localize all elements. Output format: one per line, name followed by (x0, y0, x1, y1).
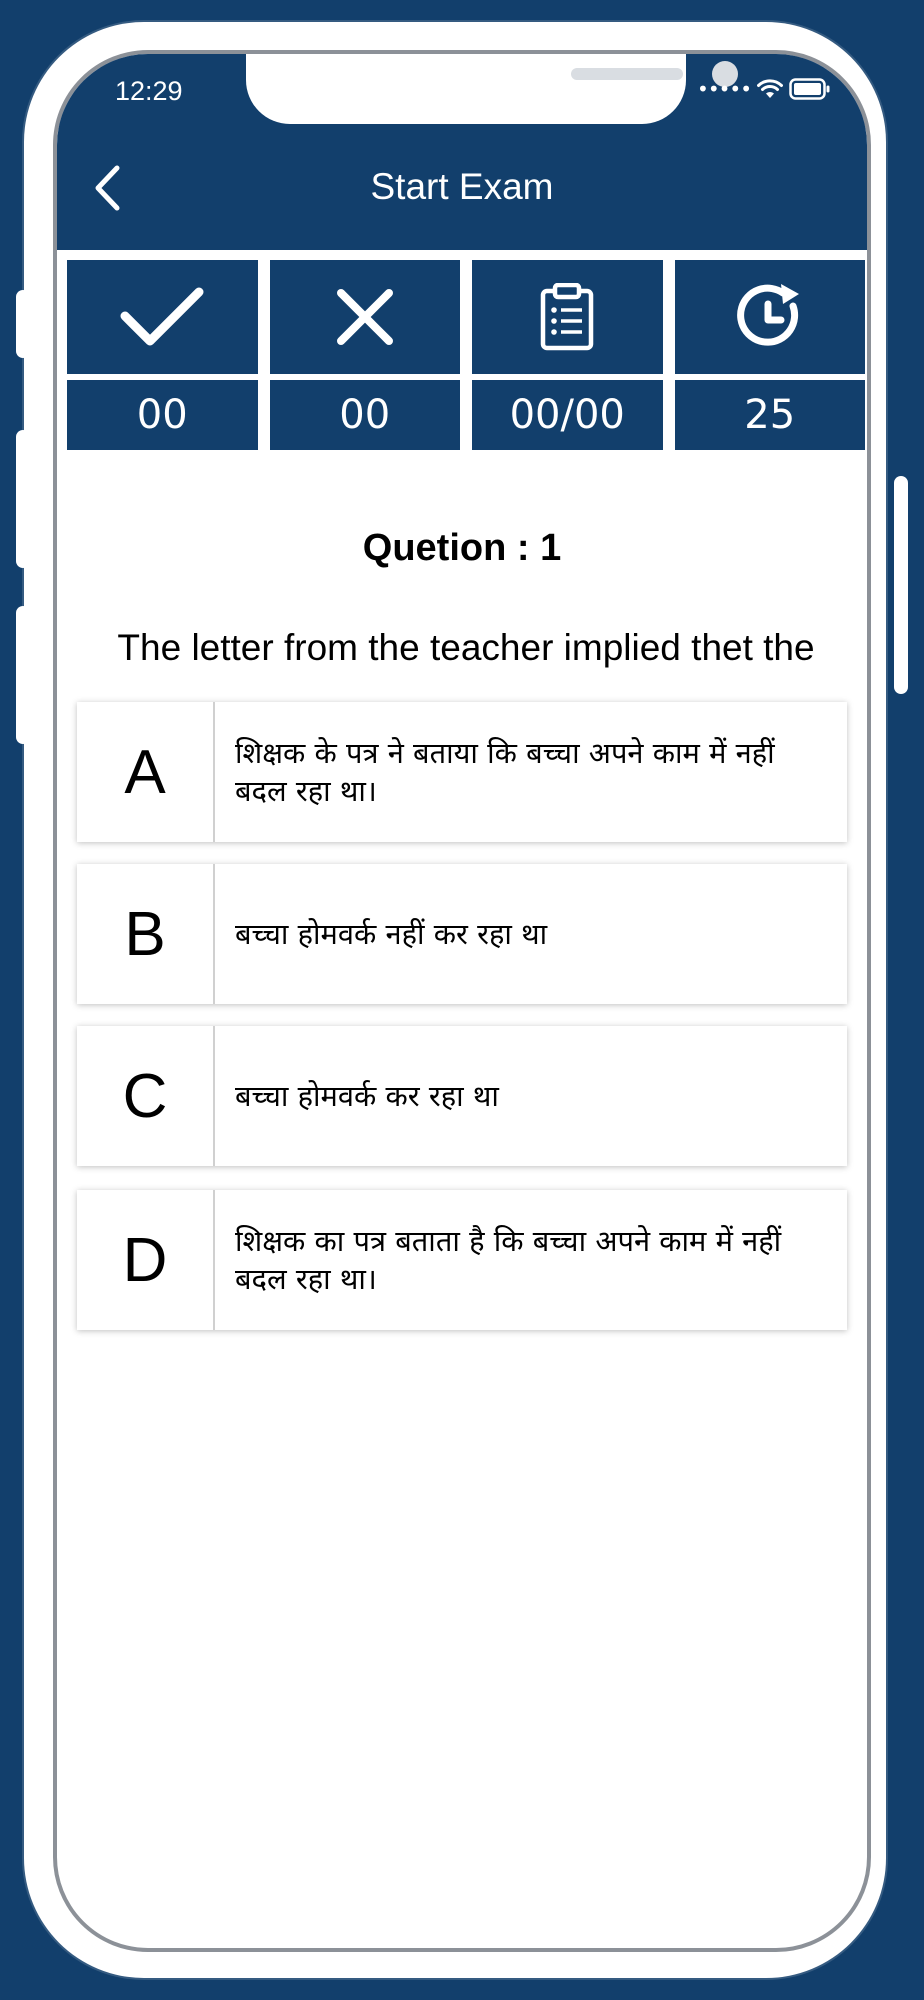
option-c[interactable] (77, 1026, 847, 1166)
option-text: शिक्षक का पत्र बताता है कि बच्चा अपने काम में नहीं बदल रहा था। (235, 1224, 782, 1296)
exam-stats (67, 260, 865, 450)
stat-wrong (270, 260, 461, 450)
phone-side-button-right (894, 476, 908, 694)
option-letter: D (77, 1190, 215, 1330)
option-b[interactable] (77, 864, 847, 1004)
option-d[interactable] (77, 1190, 847, 1330)
stat-wrong-value: 00 (270, 380, 461, 450)
stat-attempted (472, 260, 663, 450)
question-number: Quetion : 1 (362, 527, 562, 569)
stat-timer (675, 260, 866, 450)
question-text: The letter from the teacher implied thet the (117, 627, 815, 668)
option-text: शिक्षक के पत्र ने बताया कि बच्चा अपने काम में नहीं बदल रहा था। (235, 736, 775, 808)
option-a[interactable] (77, 702, 847, 842)
check-icon (120, 286, 204, 348)
speaker-grille (571, 68, 683, 80)
page-title: Start Exam (370, 166, 554, 207)
status-time: 12:29 (115, 76, 183, 106)
wifi-icon (757, 79, 783, 99)
option-letter: B (77, 864, 215, 1004)
option-letter: A (77, 702, 215, 842)
option-text: बच्चा होमवर्क कर रहा था (235, 1079, 499, 1113)
stat-wrong-icon-box (270, 260, 461, 374)
option-letter: C (77, 1026, 215, 1166)
timer-reset-icon (735, 282, 805, 352)
phone-notch (246, 50, 686, 124)
battery-icon (789, 78, 831, 100)
status-icons (697, 72, 831, 106)
stat-correct-value: 00 (67, 380, 258, 450)
stat-attempted-icon-box (472, 260, 663, 374)
signal-icon: ••••• (697, 77, 751, 101)
stat-correct-icon-box (67, 260, 258, 374)
clipboard-list-icon (540, 283, 594, 351)
stat-correct (67, 260, 258, 450)
option-text: बच्चा होमवर्क नहीं कर रहा था (235, 917, 548, 951)
app-header (57, 54, 867, 250)
stat-attempted-value: 00/00 (472, 380, 663, 450)
close-icon (335, 287, 395, 347)
stat-timer-value: 25 (675, 380, 866, 450)
phone-screen (53, 50, 871, 1952)
stat-timer-icon-box (675, 260, 866, 374)
